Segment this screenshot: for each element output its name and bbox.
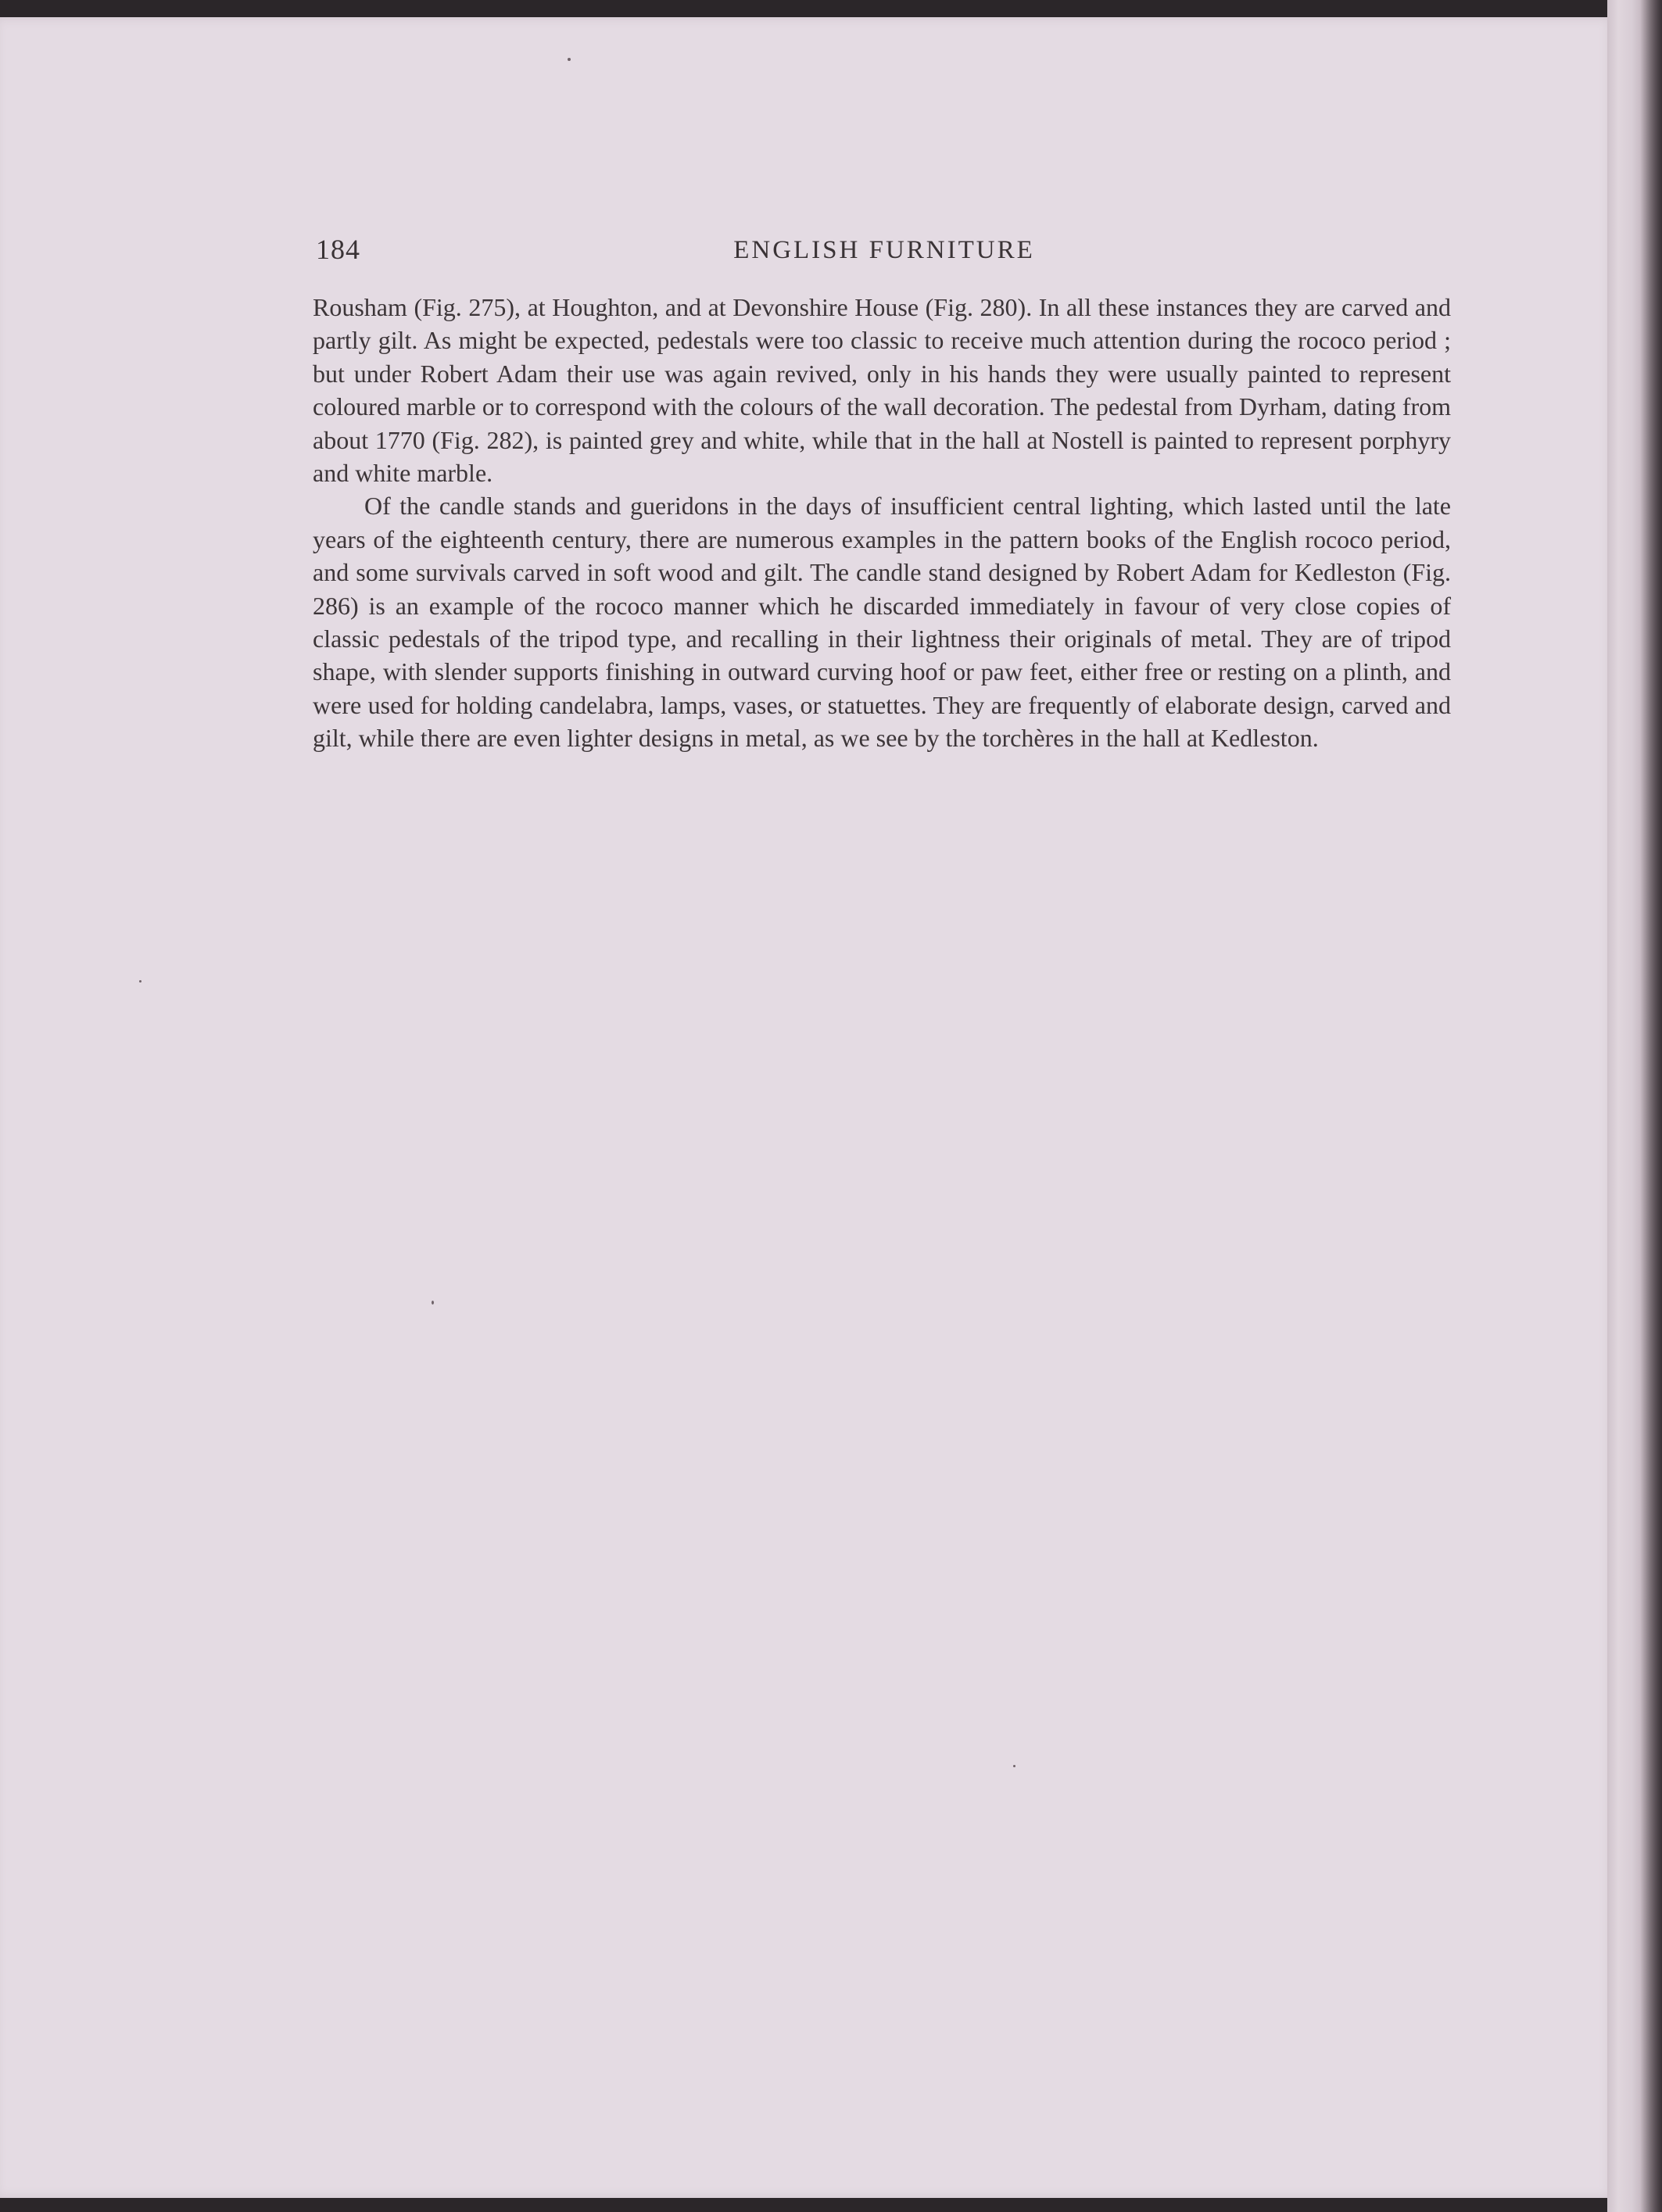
paper-speck — [432, 1301, 434, 1305]
running-head: ENGLISH FURNITURE — [733, 236, 1035, 264]
paper-speck — [139, 980, 141, 983]
body-text — [313, 291, 1451, 755]
page-number: 184 — [316, 234, 360, 265]
paper-speck — [568, 58, 571, 61]
page-header — [316, 233, 1452, 269]
paper-speck — [1013, 1765, 1015, 1767]
paragraph-2: Of the candle stands and gueridons in the days of insufficient central lighting, which lasted until the late years of the eighteenth century, there are numerous examples in the pattern books of the English rococo period, and some survivals carved in soft wood and gilt. The candle stand designed by Robert Adam for Kedleston (Fig. 286) is an example of the rococo manner which he discarded immediately in favour of very close copies of classic pedestals of the tripod type, and recalling in their lightness their originals of metal. They are of tripod shape, with slender supports finishing in outward curving hoof or paw feet, either free or resting on a plinth, and were used for holding candelabra, lamps, vases, or statuettes. They are frequently of elaborate design, carved and gilt, while there are even lighter designs in metal, as we see by the torchères in the hall at Kedleston. — [313, 492, 1451, 753]
book-page — [0, 17, 1615, 2198]
binding-shadow — [1640, 0, 1662, 2212]
paragraph-1: Rousham (Fig. 275), at Houghton, and at Devonshire House (Fig. 280). In all these instances they are carved and partly gilt. As might be expected, pedestals were too classic to receive much attention during the rococo period ; but under Robert Adam their use was again revived, only in his hands they were usually painted to represent coloured marble or to correspond with the colours of the wall decoration. The pedestal from Dyrham, dating from about 1770 (Fig. 282), is painted grey and white, while that in the hall at Nostell is painted to represent porphyry and white marble. — [313, 293, 1451, 488]
